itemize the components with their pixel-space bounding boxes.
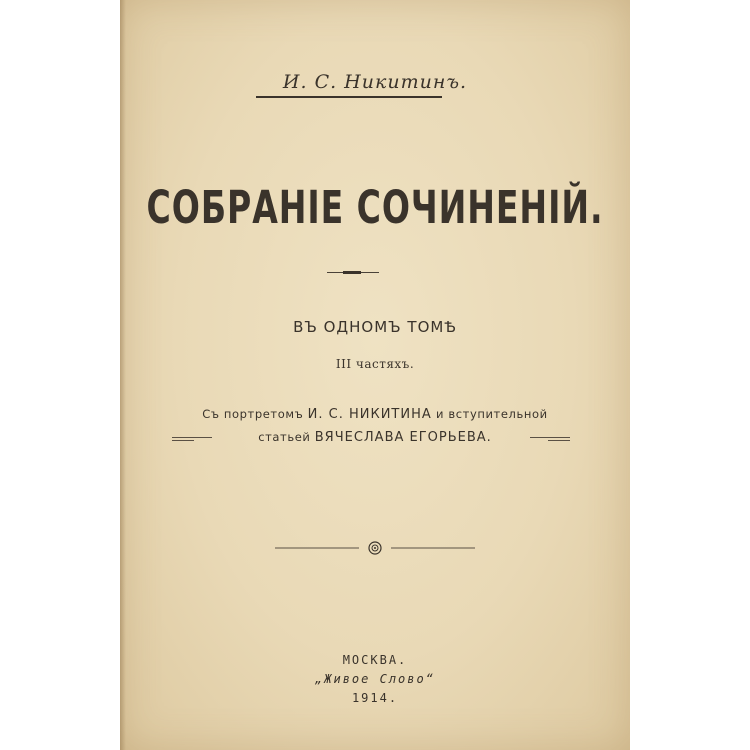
author-name: И. С. Никитинъ.	[282, 71, 468, 93]
parts-note: III частяхъ.	[335, 357, 415, 371]
author-underline	[256, 96, 442, 98]
title-divider-center	[343, 271, 361, 274]
page-edge-shadow	[120, 0, 126, 750]
article-prefix: статьей	[258, 430, 311, 444]
right-side-rule-short	[548, 440, 570, 441]
book-title: СОБРАНІЕ СОЧИНЕНІЙ.	[146, 183, 604, 235]
imprint-publisher: „Живое Слово“	[315, 672, 435, 686]
right-side-rule	[530, 437, 570, 438]
portrait-name: И. С. НИКИТИНА	[307, 407, 432, 422]
article-author-name: ВЯЧЕСЛАВА ЕГОРЬЕВА.	[314, 430, 492, 445]
spiral-ornament-icon	[275, 538, 475, 558]
imprint-city: МОСКВА.	[342, 653, 408, 667]
left-side-rule	[172, 437, 212, 438]
title-page	[120, 0, 630, 750]
portrait-suffix: и вступительной	[436, 407, 548, 421]
portrait-line	[120, 407, 630, 422]
portrait-prefix: Съ портретомъ	[202, 407, 304, 421]
left-side-rule-short	[172, 440, 194, 441]
imprint-year: 1914.	[351, 691, 399, 705]
volume-note: ВЪ ОДНОМЪ ТОМѢ	[293, 318, 457, 336]
